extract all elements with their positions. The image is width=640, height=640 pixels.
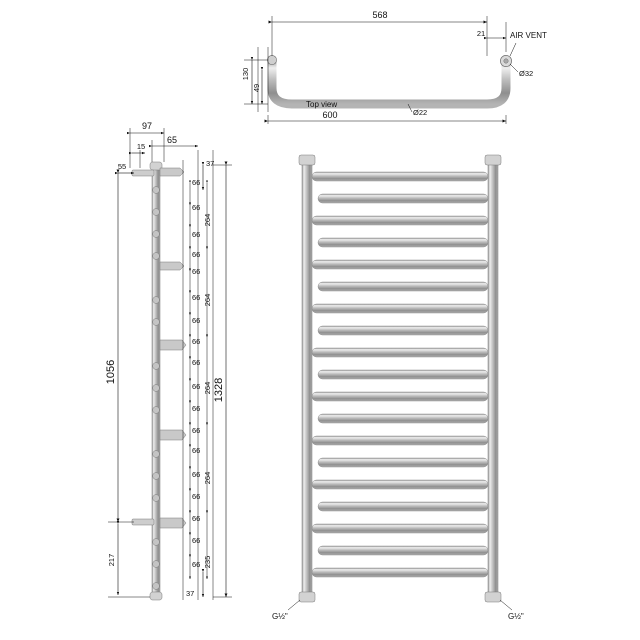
front-left-vertical-tube — [302, 160, 312, 600]
dim-66-label: 66 — [192, 536, 201, 545]
front-rungs — [312, 172, 488, 577]
dia32-label: Ø32 — [519, 69, 534, 78]
dim-55-label: 55 — [117, 162, 127, 171]
dim-66-label: 66 — [192, 316, 201, 325]
dim-66-label: 66 — [192, 426, 201, 435]
front-left-bottom-cap — [299, 592, 315, 602]
side-view — [105, 121, 232, 600]
top-view-label: Top view — [306, 100, 338, 109]
dim-66-label: 66 — [192, 492, 201, 501]
front-view — [272, 155, 524, 621]
dia22-label: Ø22 — [413, 108, 428, 117]
dim-66-label: 66 — [192, 230, 201, 239]
right-connection-leader — [500, 600, 512, 610]
front-left-top-cap — [299, 155, 315, 165]
air-vent-label: AIR VENT — [510, 31, 547, 40]
front-right-top-cap — [485, 155, 501, 165]
dim-37-bottom-label: 37 — [186, 589, 195, 598]
front-right-vertical-tube — [488, 160, 498, 600]
left-connection-leader — [288, 600, 300, 610]
dim-66-label: 66 — [192, 446, 201, 455]
dim-264-label: 264 — [203, 293, 212, 307]
dim-66-label: 66 — [192, 203, 201, 212]
dim-568-label: 568 — [372, 10, 388, 20]
side-view-bottom-cap — [150, 592, 162, 600]
front-right-bottom-cap — [485, 592, 501, 602]
dim-66-label: 66 — [192, 293, 201, 302]
dim-66-label: 66 — [192, 382, 201, 391]
side-view-vertical-tube — [152, 165, 160, 597]
dim-66-label: 66 — [192, 267, 201, 276]
pitch-66-group — [190, 178, 200, 579]
top-view-tube — [272, 60, 506, 104]
dim-235-label: 235 — [203, 555, 212, 569]
dim-37-top-label: 37 — [206, 159, 215, 168]
top-view-left-end — [267, 55, 276, 64]
air-vent-leader — [510, 43, 516, 56]
dim-21-label: 21 — [476, 29, 486, 38]
dim-66-label: 66 — [192, 560, 201, 569]
dim-66-label: 66 — [192, 178, 201, 187]
dim-97-label: 97 — [141, 121, 153, 131]
dim-600-label: 600 — [322, 110, 338, 120]
dim-66-label: 66 — [192, 250, 201, 259]
dim-49-label: 49 — [252, 83, 261, 93]
dim-66-label: 66 — [192, 337, 201, 346]
dim-217-label: 217 — [107, 553, 116, 567]
dim-66-label: 66 — [192, 514, 201, 523]
dim-1328-label: 1328 — [213, 377, 225, 403]
dim-66-label: 66 — [192, 404, 201, 413]
air-vent-hole — [504, 59, 508, 63]
right-connection-label: G½" — [508, 612, 524, 621]
group-264-dims — [203, 183, 212, 579]
top-view — [241, 10, 547, 124]
dim-264-label: 264 — [203, 213, 212, 227]
dim-66-label: 66 — [192, 470, 201, 479]
dim-130-label: 130 — [241, 67, 250, 81]
dim-1056-label: 1056 — [105, 359, 117, 385]
left-connection-label: G½" — [272, 612, 288, 621]
dim-264-label: 264 — [203, 471, 212, 485]
dim-264-label: 264 — [203, 381, 212, 395]
dim-65-label: 65 — [166, 135, 178, 145]
dim-66-label: 66 — [192, 358, 201, 367]
dia32-leader — [510, 64, 518, 72]
dim-15-label: 15 — [136, 142, 146, 151]
